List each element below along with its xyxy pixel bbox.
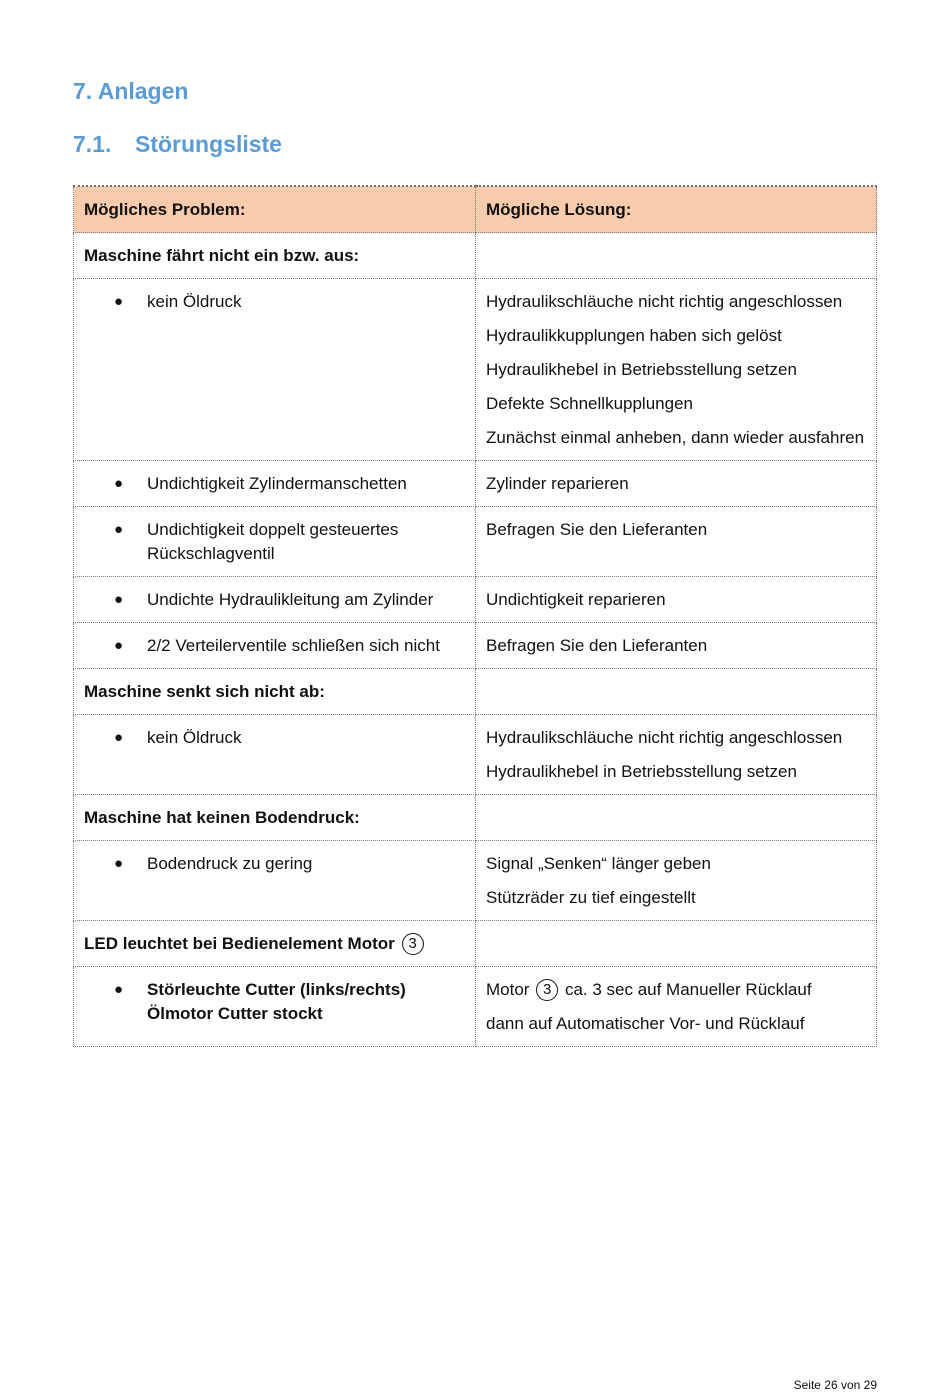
subsection-heading [73,131,282,158]
problem-text: kein Öldruck [147,728,242,747]
section-label: Maschine hat keinen Bodendruck: [74,795,476,841]
motor-number-badge: 3 [402,933,424,955]
subsection-title: Störungsliste [135,131,282,157]
table-row [74,461,877,507]
bullet-icon: ● [114,521,124,538]
header-solution: Mögliche Lösung: [476,186,877,233]
solution-text: Hydraulikhebel in Betriebsstellung setzen [486,762,797,781]
bullet-icon: ● [114,729,124,746]
solution-text: Zunächst einmal anheben, dann wieder ausfahren [486,428,865,447]
problem-text: Störleuchte Cutter (links/rechts) [147,980,406,999]
solution-text: Hydraulikschläuche nicht richtig angeschlossen [486,292,843,311]
problem-text: Bodendruck zu gering [147,854,313,873]
section-row [74,233,877,279]
solution-prefix: Motor [486,980,530,999]
solution-text [486,978,867,1002]
problem-text: Undichte Hydraulikleitung am Zylinder [147,590,434,609]
section-row [74,795,877,841]
bullet-icon: ● [114,637,124,654]
header-problem: Mögliches Problem: [74,186,476,233]
fault-table [73,185,877,1047]
page-footer: Seite 26 von 29 [793,1378,877,1392]
bullet-icon: ● [114,855,124,872]
table-row [74,715,877,795]
solution-text: Signal „Senken“ länger geben [486,854,711,873]
solution-text: Befragen Sie den Lieferanten [476,623,877,669]
problem-text: 2/2 Verteilerventile schließen sich nicht [147,636,440,655]
problem-text: Undichtigkeit Zylindermanschetten [147,474,407,493]
solution-suffix: ca. 3 sec auf Manueller Rücklauf [564,980,812,999]
solution-text: Undichtigkeit reparieren [476,577,877,623]
bullet-icon: ● [114,475,124,492]
table-row [74,841,877,921]
table-row [74,577,877,623]
bullet-icon: ● [114,981,124,998]
solution-text: Stützräder zu tief eingestellt [486,888,696,907]
subsection-number: 7.1. [73,131,112,157]
section-label [74,921,476,967]
section-label: Maschine fährt nicht ein bzw. aus: [74,233,476,279]
section-heading: 7. Anlagen [73,78,189,104]
section-label-text: LED leuchtet bei Bedienelement Motor [84,934,395,953]
solution-text: Hydraulikhebel in Betriebsstellung setzen [486,360,797,379]
solution-text: dann auf Automatischer Vor- und Rücklauf [486,1014,805,1033]
section-label: Maschine senkt sich nicht ab: [74,669,476,715]
problem-text: Ölmotor Cutter stockt [147,1004,323,1023]
problem-text: kein Öldruck [147,292,242,311]
solution-text: Befragen Sie den Lieferanten [476,507,877,577]
table-row [74,507,877,577]
table-row [74,279,877,461]
solution-text: Zylinder reparieren [476,461,877,507]
solution-text: Defekte Schnellkupplungen [486,394,693,413]
bullet-icon: ● [114,293,124,310]
section-row [74,921,877,967]
bullet-icon: ● [114,591,124,608]
problem-text: Undichtigkeit doppelt gesteuertes Rückschlagventil [147,520,399,563]
section-row [74,669,877,715]
table-row [74,967,877,1047]
table-header-row [74,186,877,233]
solution-text: Hydraulikkupplungen haben sich gelöst [486,326,782,345]
solution-text: Hydraulikschläuche nicht richtig angeschlossen [486,728,843,747]
table-row [74,623,877,669]
motor-number-badge: 3 [536,979,558,1001]
